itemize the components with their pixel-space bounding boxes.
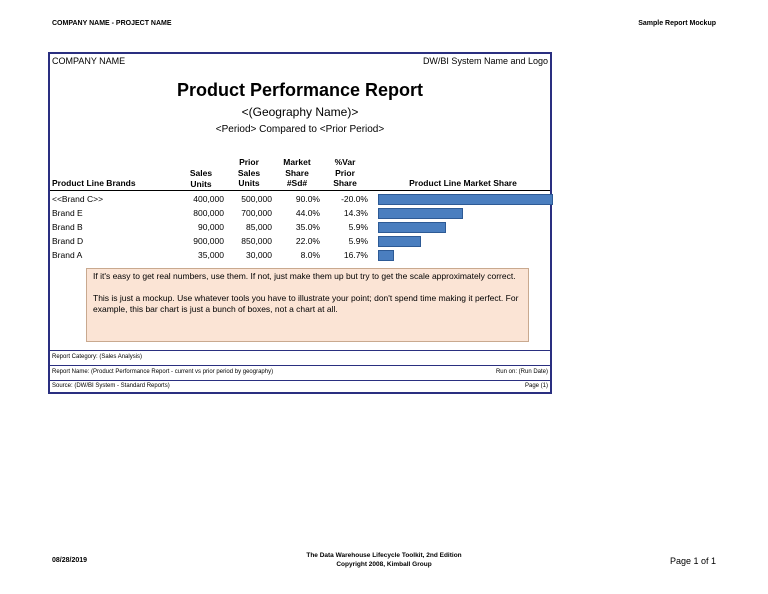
market-share: 35.0% (295, 222, 320, 232)
table-row (50, 206, 550, 220)
page-header-left: COMPANY NAME - PROJECT NAME (52, 20, 172, 27)
var-prior-share: -20.0% (341, 194, 368, 204)
geography-subtitle: <(Geography Name)> (241, 105, 359, 119)
market-share: 8.0% (300, 250, 320, 260)
table-row (50, 248, 550, 262)
footer-rule (50, 365, 550, 366)
var-prior-share: 5.9% (348, 222, 368, 232)
period-subtitle: <Period> Compared to <Prior Period> (215, 124, 385, 135)
table-row (50, 220, 550, 234)
var-prior-share: 5.9% (348, 236, 368, 246)
table-row (50, 234, 550, 248)
mockup-note (86, 268, 529, 342)
footer-rule (50, 350, 550, 351)
page-header-right: Sample Report Mockup (638, 20, 716, 27)
var-prior-share: 16.7% (343, 250, 368, 260)
col-header-chart: Product Line Market Share (409, 178, 517, 188)
report-category: Report Category: (Sales Analysis) (52, 354, 143, 360)
report-page: Page (1) (524, 383, 548, 389)
table-row (50, 192, 550, 206)
brand-name: Brand E (52, 208, 83, 218)
report-body (50, 54, 550, 350)
header-rule (50, 190, 550, 191)
page-number: Page 1 of 1 (669, 556, 716, 566)
book-title: The Data Warehouse Lifecycle Toolkit, 2nd Edition (306, 552, 462, 559)
col-header-sales-units: Sales Units (189, 168, 213, 189)
market-share-bar (378, 208, 463, 219)
print-date: 08/28/2019 (52, 557, 88, 564)
footer-rule (50, 380, 550, 381)
sales-units: 900,000 (193, 236, 224, 246)
prior-sales-units: 30,000 (246, 250, 272, 260)
prior-sales-units: 500,000 (241, 194, 272, 204)
report-source: Source: (DW/BI System - Standard Reports) (52, 383, 170, 389)
system-logo-text: DW/BI System Name and Logo (422, 56, 548, 66)
company-name: COMPANY NAME (52, 56, 126, 66)
prior-sales-units: 700,000 (241, 208, 272, 218)
sales-units: 90,000 (198, 222, 224, 232)
report-frame (48, 52, 552, 394)
brand-name: Brand B (52, 222, 83, 232)
col-header-prior-sales-units: Prior Sales Units (237, 157, 261, 188)
col-header-var-prior-share: %Var Prior Share (333, 157, 357, 188)
col-header-market-share: Market Share #Sd# (283, 157, 311, 188)
market-share-bar (378, 222, 446, 233)
brand-name: Brand D (52, 236, 84, 246)
brand-name: Brand A (52, 250, 83, 260)
prior-sales-units: 850,000 (241, 236, 272, 246)
sales-units: 400,000 (193, 194, 224, 204)
report-name: Report Name: (Product Performance Report - current vs prior period by geography) (52, 369, 274, 375)
market-share: 22.0% (295, 236, 320, 246)
run-on: Run on: (Run Date) (495, 369, 548, 375)
copyright: Copyright 2008, Kimball Group (336, 561, 432, 568)
prior-sales-units: 85,000 (246, 222, 272, 232)
report-title: Product Performance Report (176, 80, 424, 100)
market-share-bar (378, 236, 421, 247)
market-share-bar (378, 194, 553, 205)
market-share: 44.0% (295, 208, 320, 218)
note-paragraph-2: This is just a mockup. Use whatever tools you have to illustrate your point; don't spend time making it perfect. For example, this bar chart is just a bunch of boxes, not a chart at all. (93, 293, 519, 314)
note-paragraph-1: If it's easy to get real numbers, use them. If not, just make them up but try to get the scale approximately correct. (93, 271, 516, 281)
var-prior-share: 14.3% (343, 208, 368, 218)
market-share: 90.0% (295, 194, 320, 204)
col-header-brands: Product Line Brands (52, 178, 136, 188)
sales-units: 35,000 (198, 250, 224, 260)
market-share-bar (378, 250, 394, 261)
brand-name: <<Brand C>> (52, 194, 104, 204)
sales-units: 800,000 (193, 208, 224, 218)
